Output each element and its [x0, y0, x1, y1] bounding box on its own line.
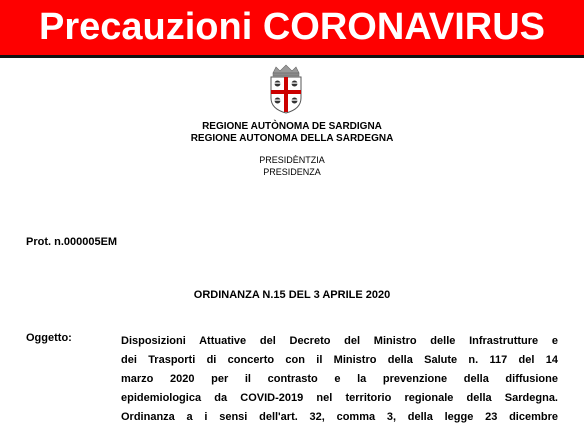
- subject-line: Ordinanza a i sensi dell'art. 32, comma 3, della legge 23 dicembre: [121, 411, 558, 423]
- subject-line: marzo 2020 per il contrasto e la prevenzione della diffusione: [121, 373, 558, 385]
- region-name-sardinian: REGIONE AUTÒNOMA DE SARDIGNA: [202, 121, 382, 132]
- subject-label: Oggetto:: [26, 332, 72, 344]
- banner-title: Precauzioni CORONAVIRUS: [38, 6, 546, 48]
- region-name-italian: REGIONE AUTONOMA DELLA SARDEGNA: [190, 133, 394, 144]
- subject-line: Disposizioni Attuative del Decreto del Ministro delle Infrastrutture e: [121, 335, 558, 347]
- ordinance-title: ORDINANZA N.15 DEL 3 APRILE 2020: [193, 289, 391, 301]
- presidency-sardinian: PRESIDÈNTZIA: [259, 155, 325, 165]
- subject-text: [121, 332, 558, 427]
- subject-line: epidemiologica da COVID-2019 nel territorio regionale della Sardegna.: [121, 392, 558, 404]
- subject-line: dei Trasporti di concerto con il Ministro della Salute n. 117 del 14: [121, 354, 558, 366]
- sardinia-coat-of-arms-icon: [263, 64, 309, 114]
- warning-banner: [0, 0, 584, 58]
- presidency-italian: PRESIDENZA: [263, 167, 321, 177]
- protocol-number: Prot. n.000005EM: [26, 236, 118, 248]
